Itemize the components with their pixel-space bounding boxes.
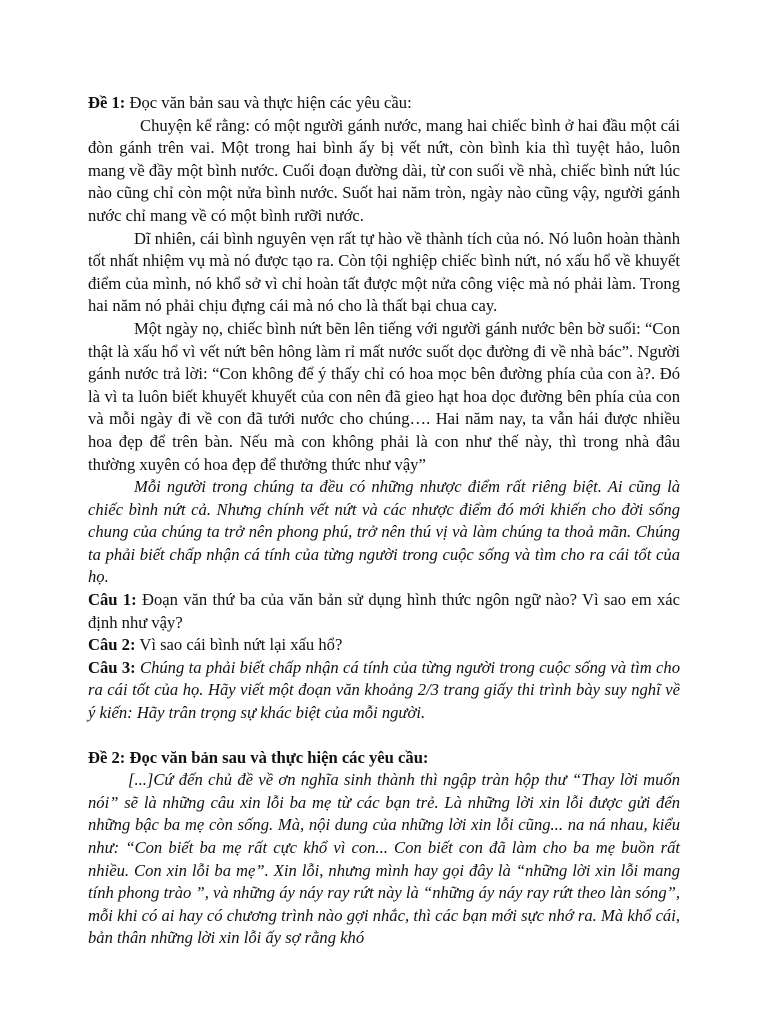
question-1-label: Câu 1: — [88, 590, 137, 610]
question-2-text: Vì sao cái bình nứt lại xấu hổ? — [135, 635, 343, 655]
de1-paragraph-1: Chuyện kể rằng: có một người gánh nước, mang hai chiếc bình ở hai đầu một cái đòn gánh trên vai. Một trong hai bình ấy bị vết nứt, còn bình kia thì tuyệt hảo, luôn mang về đầy một bình nước. Cuối đoạn đường dài, từ con suối về nhà, chiếc bình nứt lúc nào cũng chỉ còn một nửa bình nước. Suốt hai năm tròn, ngày nào cũng vậy, người gánh nước chỉ mang về có một bình rưỡi nước. — [88, 115, 680, 225]
question-1-text: Đoạn văn thứ ba của văn bản sử dụng hình thức ngôn ngữ nào? Vì sao em xác định như vậy? — [88, 590, 680, 632]
de1-paragraph-2: Dĩ nhiên, cái bình nguyên vẹn rất tự hào về thành tích của nó. Nó luôn hoàn thành tốt nhất nhiệm vụ mà nó được tạo ra. Còn tội nghiệp chiếc bình nứt, nó xấu hổ về khuyết điểm của mình, nó khổ sở vì chỉ hoàn tất được một nửa công việc mà nó phải làm. Trong hai năm nó phải chịu đựng cái mà nó cho là thất bại chua cay. — [88, 228, 680, 316]
section-gap — [88, 725, 680, 747]
de1-paragraph-3: Một ngày nọ, chiếc bình nứt bẽn lên tiếng với người gánh nước bên bờ suối: “Con thật là xấu hổ vì vết nứt bên hông làm rỉ mất nước suốt dọc đường đi về nhà bác”. Người gánh nước trả lời: “Con không để ý thấy chỉ có hoa mọc bên đường phía của con à?. Đó là vì ta luôn biết khuyết khuyết của con nên đã gieo hạt hoa dọc đường bên phía của con và mỗi ngày đi về con đã tưới nước cho chúng…. Hai năm nay, ta vẫn hái được nhiều hoa đẹp để trên bàn. Nếu mà con không phải là con như thế này, thì trong nhà đâu thường xuyên có hoa đẹp để thưởng thức như vậy” — [88, 318, 680, 474]
de1-label: Đề 1: — [88, 93, 126, 112]
question-3-label: Câu 3: — [88, 657, 136, 677]
question-2-label: Câu 2: — [88, 635, 136, 655]
question-1 — [88, 589, 680, 634]
de1-heading — [88, 92, 680, 115]
de1-paragraph-4: Mỗi người trong chúng ta đều có những nhược điểm rất riêng biệt. Ai cũng là chiếc bình nứt cả. Nhưng chính vết nứt và các nhược điểm đó mới khiến cho đời sống chung của chúng ta trở nên phong phú, trở nên thú vị và làm chúng ta thoả mãn. Chúng ta phải biết chấp nhận cá tính của từng người trong cuộc sống và tìm cho ra cái tốt của họ. — [88, 477, 680, 587]
document-page — [88, 92, 680, 950]
de2-heading: Đề 2: Đọc văn bản sau và thực hiện các yêu cầu: — [88, 747, 429, 767]
question-3 — [88, 657, 680, 725]
de2-paragraph-1: [...]Cứ đến chủ đề về ơn nghĩa sinh thành thì ngập tràn hộp thư “Thay lời muốn nói” sẽ là những câu xin lỗi ba mẹ từ các bạn trẻ. Là những lời xin lỗi được gửi đến những bậc ba mẹ còn sống. Mà, nội dung của những lời xin lỗi cũng... na ná nhau, kiểu như: “Con biết ba mẹ rất cực khổ vì con... Con biết con đã làm cho ba mẹ buồn rất nhiều. Con xin lỗi ba mẹ”. Xin lỗi, nhưng mình hay gọi đây là “những lời xin lỗi mang tính phong trào ”, và những áy náy ray rứt này là “những áy náy ray rứt theo làn sóng”, mỗi khi có ai hay có chương trình nào gợi nhắc, thì các bạn mới sực nhớ ra. Mà khổ cái, bản thân những lời xin lỗi ấy sợ rằng khó — [88, 770, 680, 948]
de1-instruction: Đọc văn bản sau và thực hiện các yêu cầu: — [125, 93, 412, 112]
question-3-text: Chúng ta phải biết chấp nhận cá tính của từng người trong cuộc sống và tìm cho ra cái tốt của họ. Hãy viết một đoạn văn khoảng 2/3 trang giấy thi trình bày suy nghĩ về ý kiến: Hãy trân trọng sự khác biệt của mỗi người. — [88, 657, 680, 723]
question-2 — [88, 634, 680, 657]
